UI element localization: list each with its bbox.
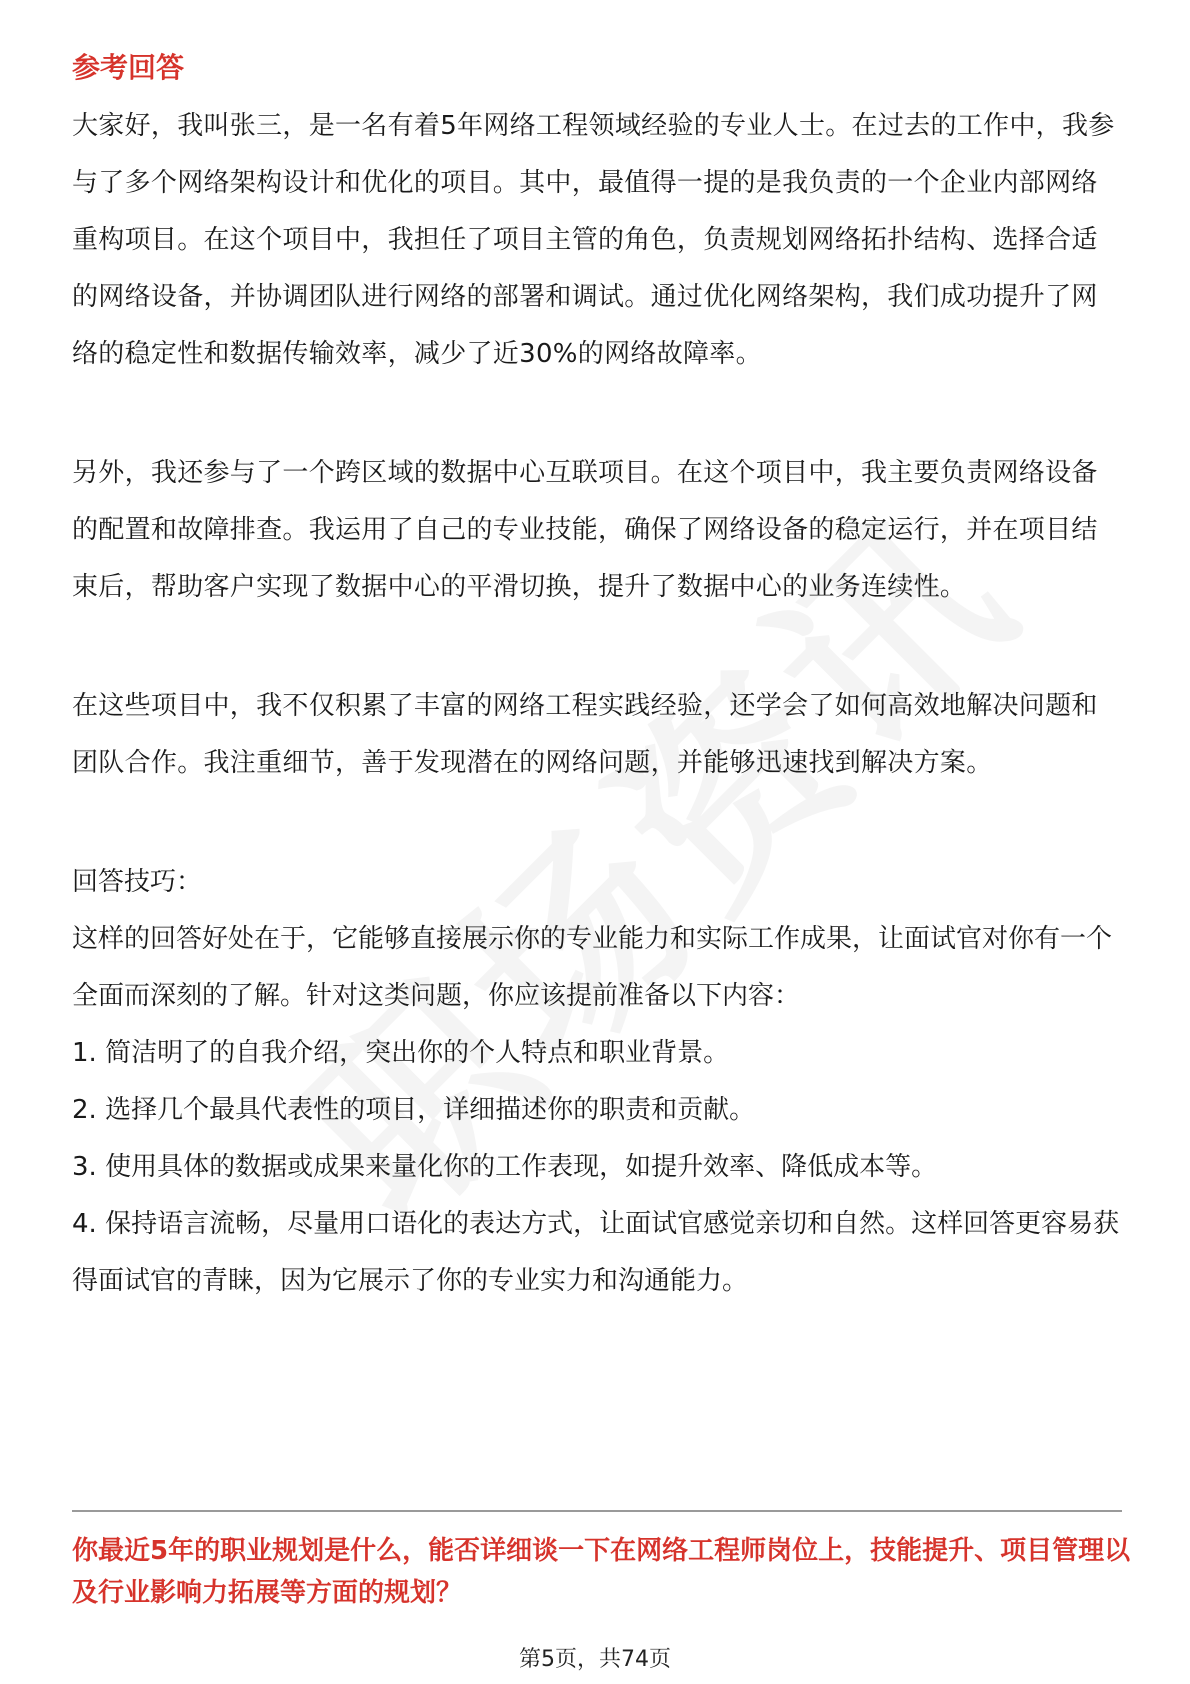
answer-paragraph-1: 大家好，我叫张三，是一名有着5年网络工程领域经验的专业人士。在过去的工作中，我参与了多个网络架构设计和优化的项目。其中，最值得一提的是我负责的一个企业内部网络重构项目。在这个项目中，我担任了项目主管的角色，负责规划网络拓扑结构、选择合适的网络设备，并协调团队进行网络的部署和调试。通过优化网络架构，我们成功提升了网络的稳定性和数据传输效率，减少了近30%的网络故障率。 xyxy=(72,111,1115,369)
tips-item-2: 2. 选择几个最具代表性的项目，详细描述你的职责和贡献。 xyxy=(72,1095,756,1125)
tips-item-1: 1. 简洁明了的自我介绍，突出你的个人特点和职业背景。 xyxy=(72,1038,730,1068)
page-number: 第5页，共74页 xyxy=(519,1647,671,1672)
tips-title: 回答技巧： xyxy=(72,867,203,897)
next-question-heading: 你最近5年的职业规划是什么，能否详细谈一下在网络工程师岗位上，技能提升、项目管理以及行业影响力拓展等方面的规划？ xyxy=(72,1536,1131,1608)
main-content xyxy=(72,46,1122,1310)
tips-intro: 这样的回答好处在于，它能够直接展示你的专业能力和实际工作成果，让面试官对你有一个全面而深刻的了解。针对这类问题，你应该提前准备以下内容： xyxy=(72,924,1113,1011)
answer-title: 参考回答 xyxy=(72,51,185,84)
tips-item-3: 3. 使用具体的数据或成果来量化你的工作表现，如提升效率、降低成本等。 xyxy=(72,1152,938,1182)
tips-item-4: 4. 保持语言流畅，尽量用口语化的表达方式，让面试官感觉亲切和自然。这样回答更容易获得面试官的青睐，因为它展示了你的专业实力和沟通能力。 xyxy=(72,1209,1120,1296)
tips-section xyxy=(72,854,1122,1310)
section-divider xyxy=(72,1510,1122,1512)
answer-paragraph-3: 在这些项目中，我不仅积累了丰富的网络工程实践经验，还学会了如何高效地解决问题和团队合作。我注重细节，善于发现潜在的网络问题，并能够迅速找到解决方案。 xyxy=(72,691,1098,778)
answer-paragraph-2: 另外，我还参与了一个跨区域的数据中心互联项目。在这个项目中，我主要负责网络设备的配置和故障排查。我运用了自己的专业技能，确保了网络设备的稳定运行，并在项目结束后，帮助客户实现了数据中心的平滑切换，提升了数据中心的业务连续性。 xyxy=(72,458,1098,602)
